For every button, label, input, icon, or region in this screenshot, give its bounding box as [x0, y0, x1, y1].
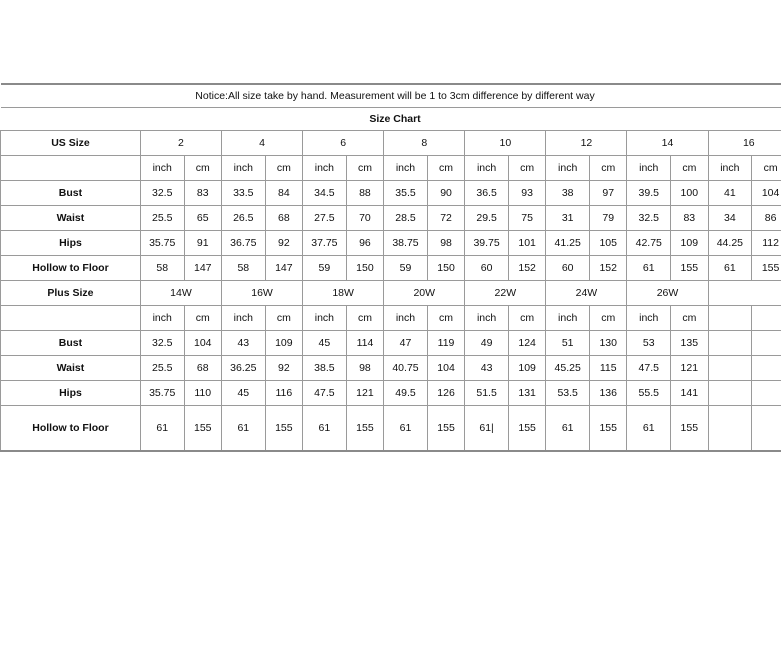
measurement-value: 59 — [303, 256, 347, 281]
plus_section-unit-row — [1, 306, 781, 331]
measurement-value: 155 — [346, 406, 384, 452]
measurement-value: 61| — [465, 406, 509, 452]
unit-cm: cm — [427, 156, 465, 181]
measurement-value: 53.5 — [546, 381, 590, 406]
unit-inch: inch — [222, 156, 266, 181]
measurement-value: 26.5 — [222, 206, 266, 231]
measurement-value: 112 — [752, 231, 781, 256]
measurement-value: 29.5 — [465, 206, 509, 231]
measurement-value: 49.5 — [384, 381, 428, 406]
measurement-value: 98 — [346, 356, 384, 381]
measurement-value: 83 — [184, 181, 222, 206]
measurement-value: 45 — [303, 331, 347, 356]
measurement-value: 25.5 — [140, 356, 184, 381]
unit-inch: inch — [140, 306, 184, 331]
unit-inch: inch — [303, 306, 347, 331]
unit-inch: inch — [384, 306, 428, 331]
measurement-value: 60 — [546, 256, 590, 281]
size-heading: 8 — [384, 131, 465, 156]
measurement-value: 90 — [427, 181, 465, 206]
measurement-row — [1, 231, 781, 256]
measurement-label: Bust — [1, 181, 141, 206]
measurement-row — [1, 406, 781, 452]
plus_section-size-label: Plus Size — [1, 281, 141, 306]
measurement-row — [1, 331, 781, 356]
unit-inch: inch — [627, 306, 671, 331]
unit-cm: cm — [427, 306, 465, 331]
measurement-value: 61 — [627, 256, 671, 281]
size-heading: 12 — [546, 131, 627, 156]
measurement-value: 61 — [303, 406, 347, 452]
unit-inch: inch — [222, 306, 266, 331]
measurement-value: 34.5 — [303, 181, 347, 206]
measurement-value — [752, 406, 781, 452]
measurement-value: 31 — [546, 206, 590, 231]
measurement-value: 155 — [508, 406, 546, 452]
size-chart-sheet — [0, 83, 781, 455]
measurement-value: 25.5 — [140, 206, 184, 231]
measurement-value: 60 — [465, 256, 509, 281]
row-label-empty — [1, 156, 141, 181]
size-heading: 24W — [546, 281, 627, 306]
measurement-value: 110 — [184, 381, 222, 406]
unit-inch: inch — [546, 156, 590, 181]
measurement-value: 155 — [427, 406, 465, 452]
measurement-value: 61 — [384, 406, 428, 452]
measurement-value: 92 — [265, 356, 303, 381]
chart-title: Size Chart — [1, 108, 781, 131]
measurement-value: 93 — [508, 181, 546, 206]
unit-cm: cm — [184, 306, 222, 331]
size-heading: 6 — [303, 131, 384, 156]
measurement-label: Waist — [1, 356, 141, 381]
unit-cm: cm — [265, 306, 303, 331]
measurement-row — [1, 381, 781, 406]
measurement-value: 155 — [752, 256, 781, 281]
measurement-value: 124 — [508, 331, 546, 356]
measurement-value: 141 — [671, 381, 709, 406]
size-heading: 22W — [465, 281, 546, 306]
measurement-value: 37.75 — [303, 231, 347, 256]
unit-inch: inch — [140, 156, 184, 181]
measurement-value: 121 — [346, 381, 384, 406]
measurement-value: 96 — [346, 231, 384, 256]
measurement-value: 53 — [627, 331, 671, 356]
measurement-label: Hips — [1, 381, 141, 406]
unit-cm: cm — [265, 156, 303, 181]
us_section-size-header-row — [1, 131, 781, 156]
measurement-value: 83 — [671, 206, 709, 231]
measurement-value: 72 — [427, 206, 465, 231]
measurement-value: 152 — [589, 256, 627, 281]
measurement-value: 150 — [346, 256, 384, 281]
measurement-value: 36.5 — [465, 181, 509, 206]
measurement-value: 155 — [671, 256, 709, 281]
measurement-value: 109 — [671, 231, 709, 256]
unit-cm: cm — [508, 156, 546, 181]
measurement-value: 116 — [265, 381, 303, 406]
measurement-value: 104 — [427, 356, 465, 381]
measurement-value: 155 — [589, 406, 627, 452]
unit-inch: inch — [708, 156, 752, 181]
measurement-value: 126 — [427, 381, 465, 406]
measurement-label: Bust — [1, 331, 141, 356]
measurement-label: Hollow to Floor — [1, 256, 141, 281]
measurement-value: 152 — [508, 256, 546, 281]
unit-inch — [708, 306, 752, 331]
measurement-label: Waist — [1, 206, 141, 231]
unit-inch: inch — [465, 306, 509, 331]
measurement-value: 135 — [671, 331, 709, 356]
measurement-value: 36.75 — [222, 231, 266, 256]
measurement-value: 47 — [384, 331, 428, 356]
measurement-value: 43 — [465, 356, 509, 381]
size-heading: 4 — [222, 131, 303, 156]
measurement-label: Hips — [1, 231, 141, 256]
us_section-size-label: US Size — [1, 131, 141, 156]
measurement-value: 40.75 — [384, 356, 428, 381]
measurement-value — [708, 331, 752, 356]
measurement-value: 47.5 — [627, 356, 671, 381]
measurement-value: 33.5 — [222, 181, 266, 206]
row-label-empty — [1, 306, 141, 331]
measurement-value: 91 — [184, 231, 222, 256]
size-heading: 10 — [465, 131, 546, 156]
measurement-value — [752, 381, 781, 406]
measurement-value — [708, 356, 752, 381]
size-chart-table — [0, 83, 781, 452]
us_section-unit-row — [1, 156, 781, 181]
measurement-value: 61 — [627, 406, 671, 452]
measurement-value: 119 — [427, 331, 465, 356]
measurement-value: 38.75 — [384, 231, 428, 256]
size-heading: 14 — [627, 131, 708, 156]
measurement-value: 55.5 — [627, 381, 671, 406]
unit-cm: cm — [671, 306, 709, 331]
measurement-value: 39.75 — [465, 231, 509, 256]
measurement-value: 45 — [222, 381, 266, 406]
measurement-value: 147 — [184, 256, 222, 281]
measurement-value: 58 — [222, 256, 266, 281]
measurement-value: 130 — [589, 331, 627, 356]
measurement-value: 121 — [671, 356, 709, 381]
measurement-value: 97 — [589, 181, 627, 206]
measurement-value: 88 — [346, 181, 384, 206]
unit-cm: cm — [589, 306, 627, 331]
measurement-value: 61 — [708, 256, 752, 281]
measurement-value: 41 — [708, 181, 752, 206]
size-heading: 14W — [140, 281, 221, 306]
measurement-value: 101 — [508, 231, 546, 256]
measurement-value: 35.75 — [140, 231, 184, 256]
measurement-value: 49 — [465, 331, 509, 356]
unit-cm: cm — [346, 156, 384, 181]
measurement-value: 105 — [589, 231, 627, 256]
measurement-row — [1, 256, 781, 281]
measurement-value: 51 — [546, 331, 590, 356]
measurement-value: 32.5 — [140, 331, 184, 356]
measurement-value: 109 — [265, 331, 303, 356]
measurement-value: 45.25 — [546, 356, 590, 381]
measurement-value: 35.5 — [384, 181, 428, 206]
measurement-value: 32.5 — [627, 206, 671, 231]
measurement-value: 38 — [546, 181, 590, 206]
measurement-value: 38.5 — [303, 356, 347, 381]
measurement-value: 61 — [222, 406, 266, 452]
measurement-value: 68 — [184, 356, 222, 381]
measurement-value: 35.75 — [140, 381, 184, 406]
notice-text: Notice:All size take by hand. Measurement will be 1 to 3cm difference by different way — [1, 84, 781, 108]
measurement-value: 150 — [427, 256, 465, 281]
unit-cm: cm — [752, 156, 781, 181]
measurement-value: 75 — [508, 206, 546, 231]
measurement-value: 104 — [184, 331, 222, 356]
measurement-value: 61 — [140, 406, 184, 452]
unit-inch: inch — [546, 306, 590, 331]
unit-inch: inch — [627, 156, 671, 181]
measurement-value: 28.5 — [384, 206, 428, 231]
measurement-value: 115 — [589, 356, 627, 381]
measurement-value: 47.5 — [303, 381, 347, 406]
measurement-value: 155 — [184, 406, 222, 452]
measurement-value: 43 — [222, 331, 266, 356]
measurement-value: 27.5 — [303, 206, 347, 231]
measurement-value: 104 — [752, 181, 781, 206]
measurement-label: Hollow to Floor — [1, 406, 141, 452]
unit-inch: inch — [465, 156, 509, 181]
unit-cm — [752, 306, 781, 331]
measurement-value: 100 — [671, 181, 709, 206]
measurement-value: 61 — [546, 406, 590, 452]
measurement-value — [752, 356, 781, 381]
size-heading — [708, 281, 781, 306]
measurement-value: 70 — [346, 206, 384, 231]
measurement-value — [752, 331, 781, 356]
size-heading: 18W — [303, 281, 384, 306]
measurement-value: 51.5 — [465, 381, 509, 406]
measurement-value: 41.25 — [546, 231, 590, 256]
size-heading: 26W — [627, 281, 708, 306]
measurement-value: 131 — [508, 381, 546, 406]
measurement-value: 114 — [346, 331, 384, 356]
unit-inch: inch — [303, 156, 347, 181]
measurement-value: 98 — [427, 231, 465, 256]
unit-cm: cm — [589, 156, 627, 181]
measurement-value: 34 — [708, 206, 752, 231]
measurement-value: 44.25 — [708, 231, 752, 256]
size-heading: 20W — [384, 281, 465, 306]
measurement-value: 109 — [508, 356, 546, 381]
measurement-row — [1, 181, 781, 206]
unit-cm: cm — [184, 156, 222, 181]
measurement-row — [1, 206, 781, 231]
measurement-value: 155 — [671, 406, 709, 452]
size-heading: 2 — [140, 131, 221, 156]
measurement-value: 155 — [265, 406, 303, 452]
measurement-value: 136 — [589, 381, 627, 406]
measurement-value: 36.25 — [222, 356, 266, 381]
measurement-value: 84 — [265, 181, 303, 206]
measurement-value: 39.5 — [627, 181, 671, 206]
plus_section-size-header-row — [1, 281, 781, 306]
unit-cm: cm — [346, 306, 384, 331]
measurement-value: 86 — [752, 206, 781, 231]
measurement-value: 42.75 — [627, 231, 671, 256]
measurement-row — [1, 356, 781, 381]
unit-cm: cm — [508, 306, 546, 331]
unit-cm: cm — [671, 156, 709, 181]
measurement-value: 59 — [384, 256, 428, 281]
measurement-value: 92 — [265, 231, 303, 256]
measurement-value: 58 — [140, 256, 184, 281]
measurement-value — [708, 406, 752, 452]
size-heading: 16W — [222, 281, 303, 306]
measurement-value — [708, 381, 752, 406]
size-heading: 16 — [708, 131, 781, 156]
measurement-value: 32.5 — [140, 181, 184, 206]
unit-inch: inch — [384, 156, 428, 181]
measurement-value: 147 — [265, 256, 303, 281]
measurement-value: 79 — [589, 206, 627, 231]
measurement-value: 65 — [184, 206, 222, 231]
measurement-value: 68 — [265, 206, 303, 231]
